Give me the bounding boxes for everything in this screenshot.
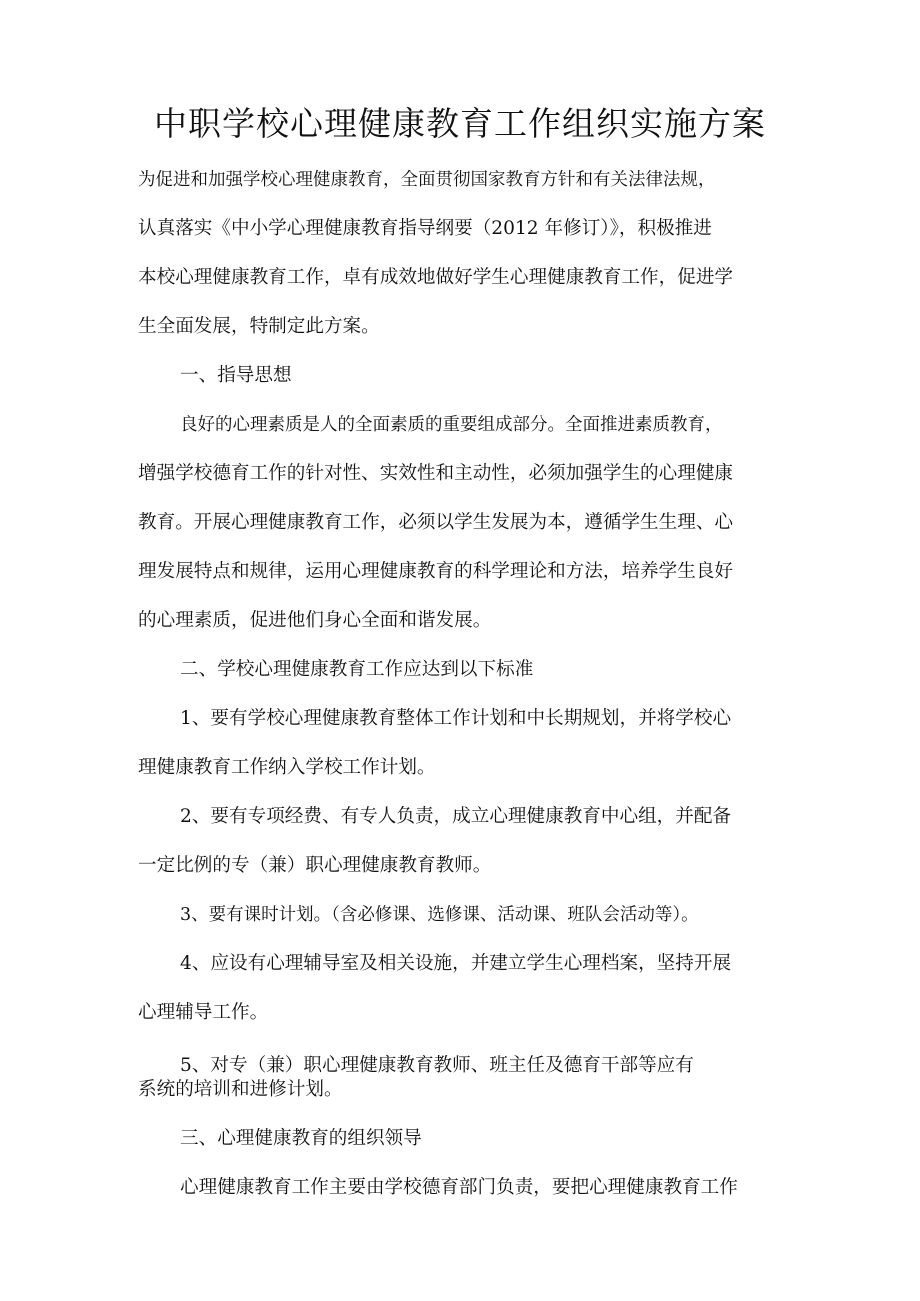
section-heading: 一、指导思想 xyxy=(180,365,292,386)
paragraph-line: 理发展特点和规律，运用心理健康教育的科学理论和方法，培养学生良好 xyxy=(138,561,734,582)
list-item: 2、要有专项经费、有专人负责，成立心理健康教育中心组，并配备 xyxy=(180,806,732,827)
list-item-continuation: 一定比例的专（兼）职心理健康教育教师。 xyxy=(138,855,492,876)
paragraph-line: 生全面发展，特制定此方案。 xyxy=(138,316,380,337)
document-title: 中职学校心理健康教育工作组织实施方案 xyxy=(154,104,766,143)
paragraph-line: 教育。开展心理健康教育工作，必须以学生发展为本，遵循学生生理、心 xyxy=(138,512,734,533)
list-item: 1、要有学校心理健康教育整体工作计划和中长期规划，并将学校心 xyxy=(180,708,732,729)
paragraph-line: 心理健康教育工作主要由学校德育部门负责，要把心理健康教育工作 xyxy=(180,1177,738,1198)
paragraph-line: 认真落实《中小学心理健康教育指导纲要（2012 年修订）》，积极推进 xyxy=(138,218,712,239)
list-item: 4、应设有心理辅导室及相关设施，并建立学生心理档案，坚持开展 xyxy=(180,953,732,974)
list-item-continuation: 理健康教育工作纳入学校工作计划。 xyxy=(138,757,436,778)
list-item-continuation: 系统的培训和进修计划。 xyxy=(138,1079,343,1100)
list-item: 3、要有课时计划。（含必修课、选修课、活动课、班队会活动等）。 xyxy=(180,905,699,925)
list-item: 5、对专（兼）职心理健康教育教师、班主任及德育干部等应有 xyxy=(180,1055,694,1076)
paragraph-line: 为促进和加强学校心理健康教育，全面贯彻国家教育方针和有关法律法规， xyxy=(138,170,716,190)
paragraph-line: 增强学校德育工作的针对性、实效性和主动性，必须加强学生的心理健康 xyxy=(138,463,734,484)
section-heading: 三、心理健康教育的组织领导 xyxy=(180,1128,422,1149)
paragraph-line: 本校心理健康教育工作，卓有成效地做好学生心理健康教育工作，促进学 xyxy=(138,267,734,288)
paragraph-line: 良好的心理素质是人的全面素质的重要组成部分。全面推进素质教育， xyxy=(180,415,723,435)
paragraph-line: 的心理素质，促进他们身心全面和谐发展。 xyxy=(138,610,492,631)
list-item-continuation: 心理辅导工作。 xyxy=(138,1002,269,1023)
section-heading: 二、学校心理健康教育工作应达到以下标准 xyxy=(180,659,534,680)
